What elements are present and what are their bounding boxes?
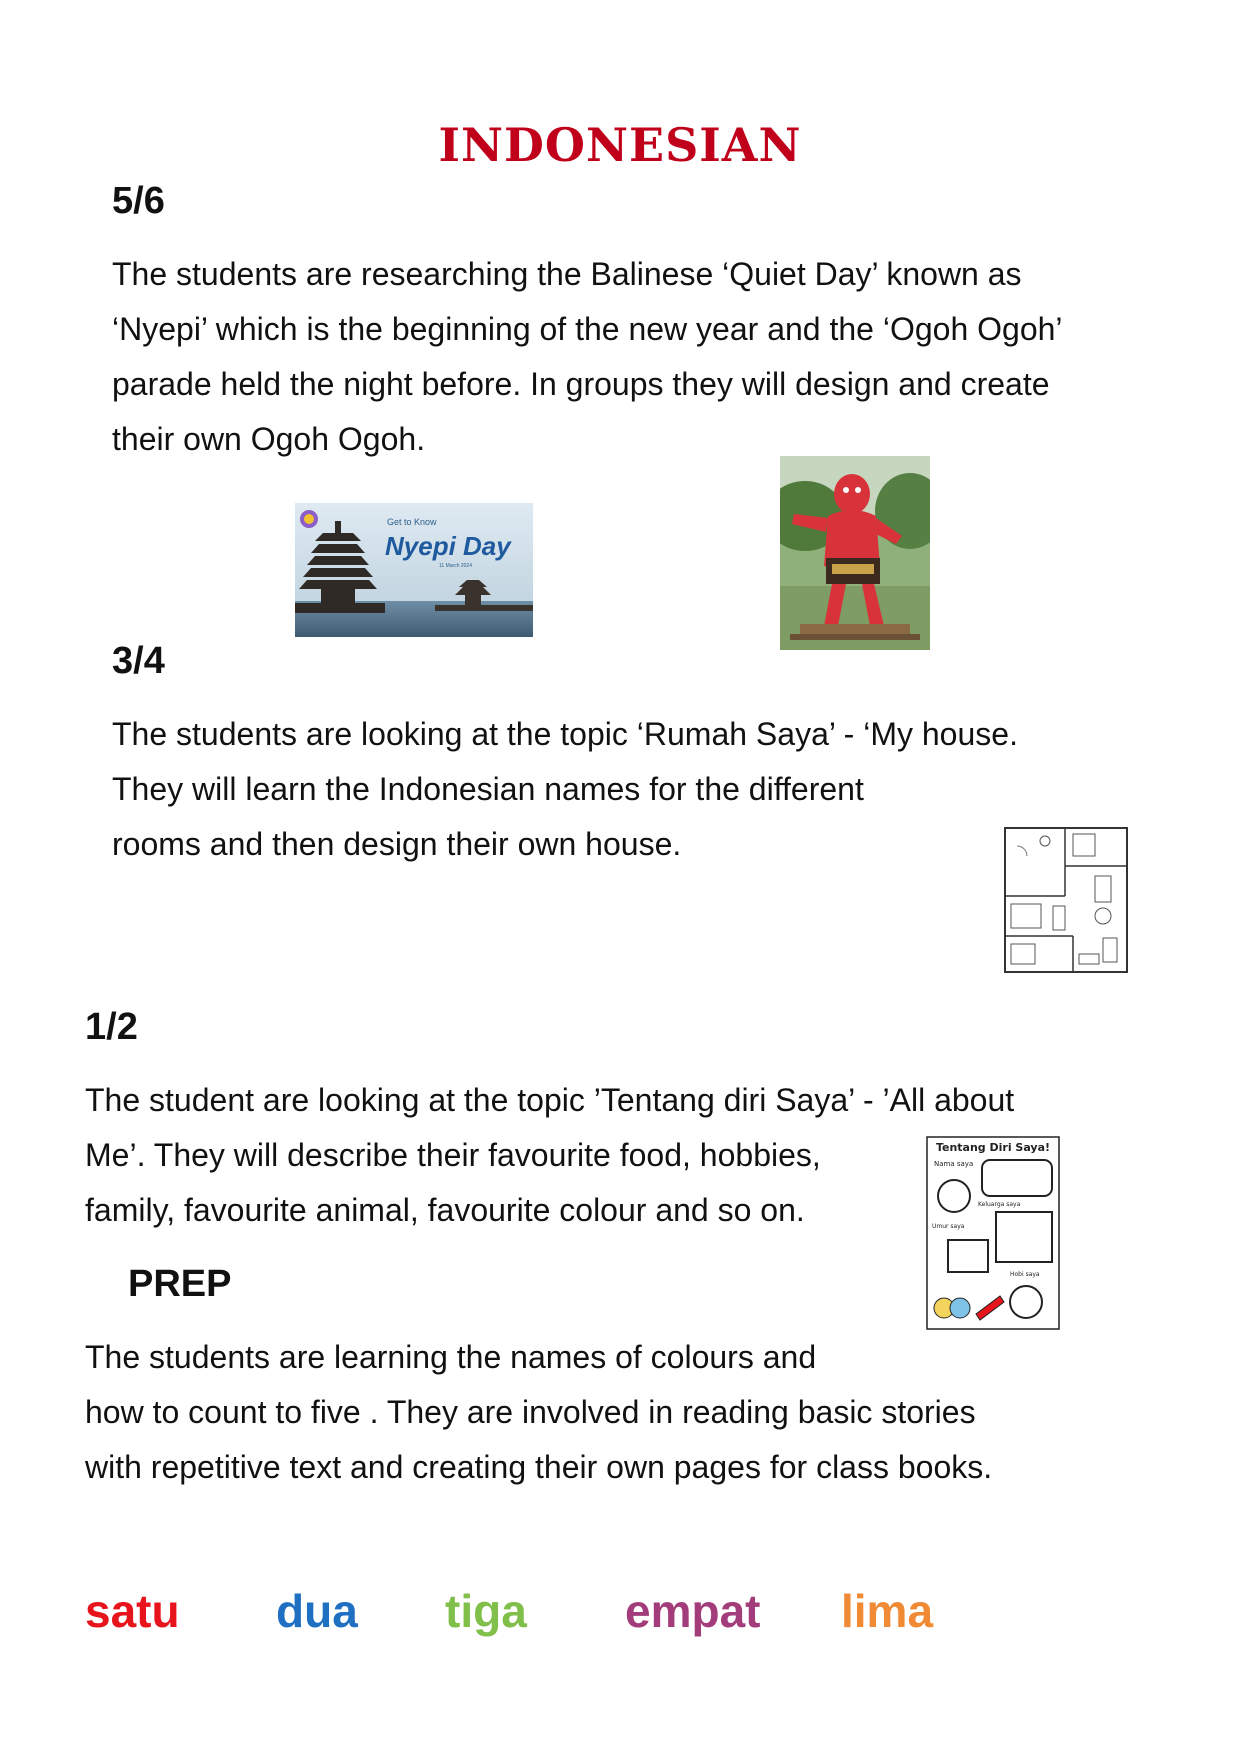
- paragraph-line: The students are researching the Balinese ‘Quiet Day’ known as: [112, 256, 1022, 292]
- paragraph-line: family, favourite animal, favourite colour and so on.: [85, 1192, 805, 1228]
- paragraph-5-6: [112, 247, 1063, 467]
- nyepi-date-text: 11 March 2024: [439, 563, 472, 569]
- nyepi-small-text: Get to Know: [387, 517, 437, 527]
- paragraph-line: The student are looking at the topic ’Tentang diri Saya’ - ’All about: [85, 1082, 1015, 1118]
- worksheet-image: [926, 1136, 1060, 1330]
- paragraph-line: with repetitive text and creating their own pages for class books.: [85, 1449, 993, 1485]
- nyepi-day-image: [295, 503, 533, 637]
- worksheet-family-label: Keluarga saya: [978, 1201, 1021, 1208]
- heading-1-2: 1/2: [85, 1006, 138, 1048]
- page-title: INDONESIAN: [438, 118, 802, 172]
- paragraph-line: their own Ogoh Ogoh.: [112, 421, 426, 457]
- paragraph-line: ‘Nyepi’ which is the beginning of the new year and the ‘Ogoh Ogoh’: [112, 311, 1063, 347]
- count-word-dua: dua: [276, 1585, 358, 1637]
- count-word-tiga: tiga: [445, 1585, 527, 1637]
- floor-plan-image: [1003, 826, 1129, 974]
- paragraph-line: The students are learning the names of colours and: [85, 1339, 817, 1375]
- paragraph-line: how to count to five . They are involved in reading basic stories: [85, 1394, 976, 1430]
- paragraph-line: Me’. They will describe their favourite food, hobbies,: [85, 1137, 821, 1173]
- worksheet-hobby-label: Hobi saya: [1010, 1271, 1040, 1278]
- paragraph-3-4: [112, 707, 1018, 872]
- count-word-satu: satu: [85, 1585, 180, 1637]
- paragraph-line: The students are looking at the topic ‘Rumah Saya’ - ‘My house.: [112, 716, 1018, 752]
- worksheet-title: Tentang Diri Saya!: [935, 1141, 1051, 1154]
- count-word-lima: lima: [841, 1585, 934, 1637]
- worksheet-age-label: Umur saya: [932, 1223, 965, 1230]
- paragraph-line: parade held the night before. In groups they will design and create: [112, 366, 1050, 402]
- paragraph-line: rooms and then design their own house.: [112, 826, 682, 862]
- count-word-empat: empat: [625, 1585, 761, 1637]
- worksheet-name-label: Nama saya: [934, 1160, 974, 1168]
- paragraph-prep: [85, 1330, 992, 1495]
- paragraph-1-2: [85, 1073, 1014, 1238]
- heading-3-4: 3/4: [112, 640, 165, 682]
- paragraph-line: They will learn the Indonesian names for the different: [112, 771, 864, 807]
- heading-5-6: 5/6: [112, 180, 165, 222]
- ogoh-ogoh-image: [780, 456, 930, 650]
- heading-prep: PREP: [128, 1263, 232, 1305]
- nyepi-big-text: Nyepi Day: [385, 531, 511, 561]
